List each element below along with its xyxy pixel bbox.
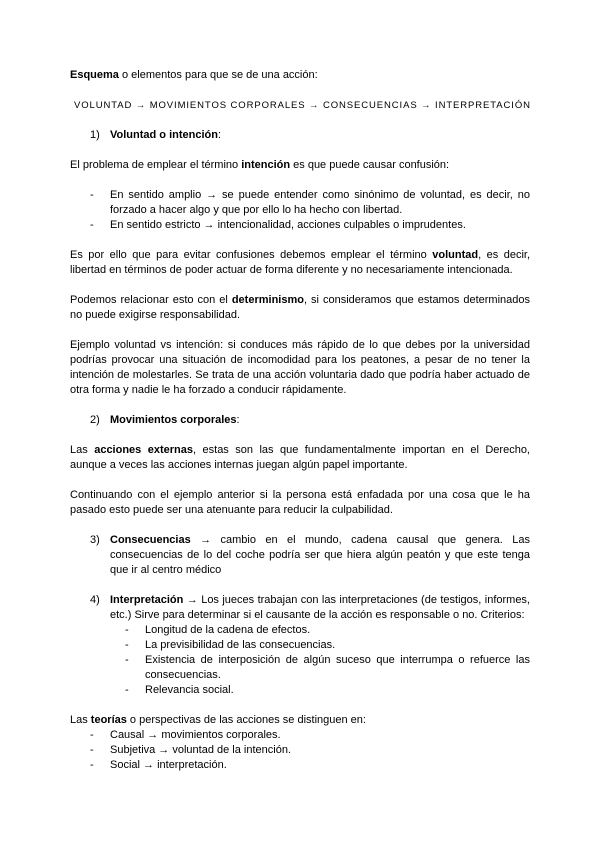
intro-paragraph [70,68,530,83]
paragraph-voluntad [70,248,530,278]
paragraph-voluntad-pre: Es por ello que para evitar confusiones debemos emplear el término [70,249,433,261]
dash-bullet: - [90,189,94,201]
section-4-title: Interpretación [110,594,184,606]
paragraph-voluntad-post: , es decir, libertad en términos de poder actuar de forma diferente y no necesariamente intencionada. [70,249,531,276]
list-item-text: En sentido estricto → intencionalidad, acciones culpables o imprudentes. [110,219,466,231]
paragraph-intencion-post: es que puede causar confusión: [290,159,450,171]
intro-text: o elementos para que se de una acción: [118,69,318,81]
paragraph-determinismo-bold: determinismo [231,294,304,306]
section-1-number: 1) [90,129,100,141]
paragraph-teorias [70,713,530,728]
dash-bullet: - [125,639,129,651]
section-4-text: → Los jueces trabajan con las interpretaciones (de testigos, informes, etc.) Sirve para determinar si el causante de la acción es responsable o no. Criterios: [110,594,530,621]
paragraph-ejemplo: Ejemplo voluntad vs intención: si conduces más rápido de lo que debes por la universidad podrías provocar una situación de incomodidad para los peatones, a pesar de no tener la intención de molestarles. Se trata de una acción voluntaria dado que podría haber actuado de otra forma y nadie le ha forzado a conducir rápidamente. [70,339,530,396]
section-2-title-wrap [110,414,240,426]
list-item-text: Subjetiva → voluntad de la intención. [110,744,292,756]
scheme-flow-line: VOLUNTAD → MOVIMIENTOS CORPORALES → CONSECUENCIAS → INTERPRETACIÓN [74,100,531,111]
teorias-list [70,728,530,773]
criteria-item-relevancia [110,683,530,698]
section-1-suffix: : [217,129,222,141]
dash-bullet: - [90,744,94,756]
paragraph-acciones-externas [70,443,530,473]
intro-bold-term: Esquema [70,69,119,81]
dash-bullet: - [90,759,94,771]
paragraph-intencion-bold: intención [241,159,291,171]
list-item-causal [70,728,530,743]
paragraph-voluntad-bold: voluntad [432,249,479,261]
criteria-item-text: La previsibilidad de las consecuencias. [145,639,336,651]
section-3-title: Consecuencias [110,534,191,546]
list-item-sentido-amplio [70,188,530,218]
paragraph-teorias-pre: Las [70,714,91,726]
paragraph-determinismo-pre: Podemos relacionar esto con el [70,294,232,306]
paragraph-acciones-post: , estas son las que fundamentalmente importan en el Derecho, aunque a veces las acciones internas juegan algún papel importante. [70,444,530,471]
section-3-number: 3) [90,534,100,546]
dash-bullet: - [125,684,129,696]
criteria-item-text: Existencia de interposición de algún suceso que interrumpa o refuerce las consecuencias. [145,654,530,681]
paragraph-intencion [70,158,530,173]
section-1-title-wrap [110,129,221,141]
dash-bullet: - [90,729,94,741]
criteria-item-text: Relevancia social. [145,684,234,696]
section-3-text: → cambio en el mundo, cadena causal que genera. Las consecuencias de lo del coche podría ser que hiera algún peatón y que este tenga que ir al centro médico [110,534,530,576]
criteria-item-previsibilidad [110,638,530,653]
section-2-suffix: : [236,414,240,426]
list-item-text: Social → interpretación. [110,759,227,771]
dash-bullet: - [125,624,129,636]
sentido-list [70,188,530,233]
section-1-heading [70,128,530,143]
section-2-number: 2) [90,414,100,426]
section-4-body [110,594,530,621]
list-item-social [70,758,530,773]
criteria-list [110,623,530,698]
section-3-item [70,533,530,578]
dash-bullet: - [90,219,94,231]
section-2-title: Movimientos corporales [110,414,237,426]
paragraph-determinismo-post: , si consideramos que estamos determinados no puede exigirse responsabilidad. [70,294,530,321]
paragraph-acciones-bold: acciones externas [94,444,193,456]
criteria-item-interposicion [110,653,530,683]
criteria-item-longitud [110,623,530,638]
paragraph-teorias-post: o perspectivas de las acciones se distinguen en: [126,714,366,726]
paragraph-determinismo [70,293,530,323]
section-4-number: 4) [90,594,100,606]
paragraph-continuando: Continuando con el ejemplo anterior si la persona está enfadada por una cosa que le ha pasado esto puede ser una atenuante para reducir la culpabilidad. [70,489,530,516]
criteria-item-text: Longitud de la cadena de efectos. [145,624,311,636]
section-2-heading [70,413,530,428]
list-item-subjetiva [70,743,530,758]
paragraph-acciones-pre: Las [70,444,95,456]
list-item-text: Causal → movimientos corporales. [110,729,281,741]
section-3-body [110,534,530,576]
dash-bullet: - [125,654,129,666]
paragraph-teorias-bold: teorías [90,714,127,726]
section-4-item [70,593,530,698]
paragraph-intencion-pre: El problema de emplear el término [70,159,242,171]
list-item-text: En sentido amplio → se puede entender como sinónimo de voluntad, es decir, no forzado a hacer algo y que por ello lo ha hecho con libertad. [110,189,530,216]
section-1-title: Voluntad o intención [110,129,218,141]
list-item-sentido-estricto [70,218,530,233]
